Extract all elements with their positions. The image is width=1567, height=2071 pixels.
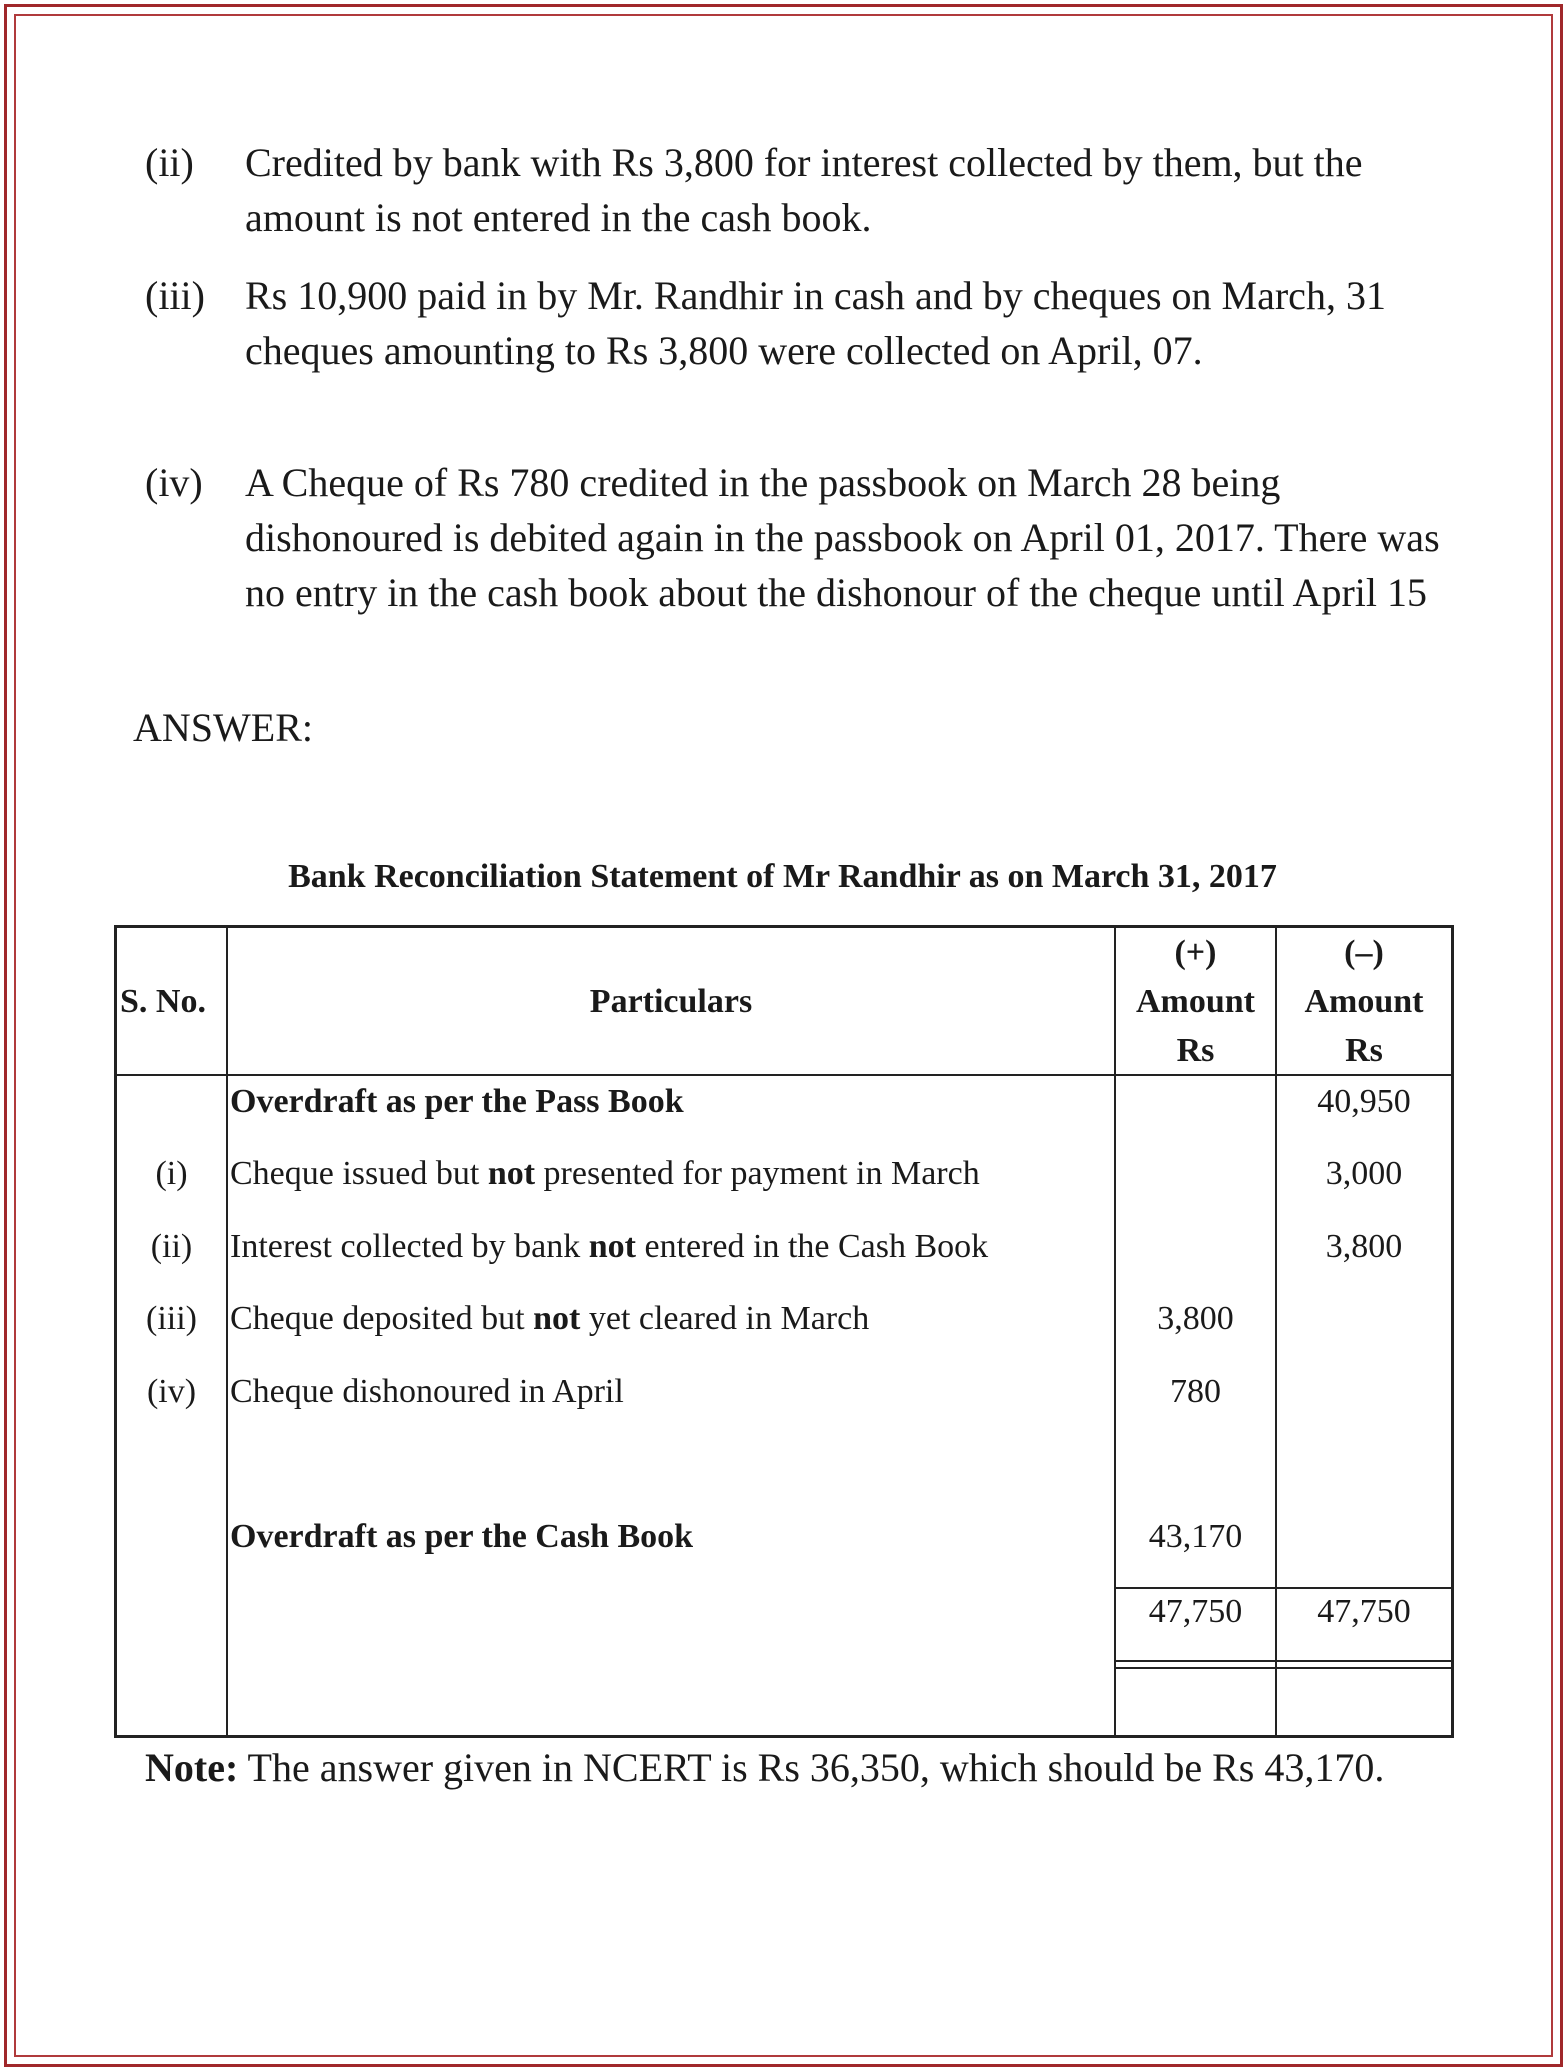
header-plus-amount: Amount xyxy=(1135,983,1256,1020)
question-text: Rs 10,900 paid in by Mr. Randhir in cash and by cheques on March, 31 cheques amounting to Rs 3,800 were collected on April, 07. xyxy=(245,273,1386,373)
row-sno: (i) xyxy=(155,1155,188,1192)
question-text: Credited by bank with Rs 3,800 for interest collected by them, but the amount is not entered in the cash book. xyxy=(245,140,1363,240)
answer-heading: ANSWER: xyxy=(133,705,313,750)
question-text: A Cheque of Rs 780 credited in the passbook on March 28 being dishonoured is debited again in the passbook on April 01, 2017. There was no entry in the cash book about the dishonour of the cheque until April 15 xyxy=(245,460,1440,615)
table-border-top xyxy=(114,925,1454,928)
question-number: (iii) xyxy=(145,273,205,318)
question-number: (iv) xyxy=(145,460,203,505)
header-plus-rs: Rs xyxy=(1176,1032,1215,1069)
row-sno: (ii) xyxy=(150,1228,193,1265)
header-particulars: Particulars xyxy=(589,983,753,1020)
row-sno: (iv) xyxy=(146,1373,197,1410)
row-particulars: Cheque issued but not presented for payment in March xyxy=(230,1155,980,1192)
opening-minus-amount: 40,950 xyxy=(1317,1083,1411,1120)
header-divider xyxy=(114,1074,1454,1076)
footnote xyxy=(133,1740,1423,1795)
total-plus-amount: 47,750 xyxy=(1148,1593,1243,1630)
total-rule-double xyxy=(1114,1667,1454,1669)
note-label: Note: xyxy=(145,1745,239,1790)
row-minus-amount: 3,800 xyxy=(1325,1228,1403,1265)
total-rule-top xyxy=(1114,1587,1454,1589)
row-minus-amount: 3,000 xyxy=(1325,1155,1403,1192)
closing-particulars: Overdraft as per the Cash Book xyxy=(230,1518,694,1555)
total-minus-amount: 47,750 xyxy=(1317,1593,1411,1630)
row-particulars: Cheque dishonoured in April xyxy=(230,1373,624,1410)
table-border-right xyxy=(1451,925,1454,1738)
row-plus-amount: 3,800 xyxy=(1157,1300,1234,1337)
row-particulars: Cheque deposited but not yet cleared in March xyxy=(230,1300,870,1337)
note-text: The answer given in NCERT is Rs 36,350, which should be Rs 43,170. xyxy=(238,1745,1385,1790)
header-minus-amount: Amount xyxy=(1304,983,1424,1020)
question-number: (ii) xyxy=(145,140,194,185)
closing-plus-amount: 43,170 xyxy=(1148,1518,1243,1555)
row-plus-amount: 780 xyxy=(1170,1373,1221,1410)
header-plus-sign: (+) xyxy=(1174,934,1217,971)
header-minus-sign: (–) xyxy=(1344,934,1384,971)
table-title: Bank Reconciliation Statement of Mr Randhir as on March 31, 2017 xyxy=(288,858,1277,895)
row-sno: (iii) xyxy=(146,1300,197,1337)
column-divider xyxy=(226,925,228,1738)
opening-particulars: Overdraft as per the Pass Book xyxy=(230,1083,684,1120)
header-minus-rs: Rs xyxy=(1345,1032,1383,1069)
header-sno: S. No. xyxy=(120,983,206,1020)
total-rule-bottom xyxy=(1114,1660,1454,1662)
table-border-bottom xyxy=(114,1735,1454,1738)
row-particulars: Interest collected by bank not entered in the Cash Book xyxy=(230,1228,989,1265)
